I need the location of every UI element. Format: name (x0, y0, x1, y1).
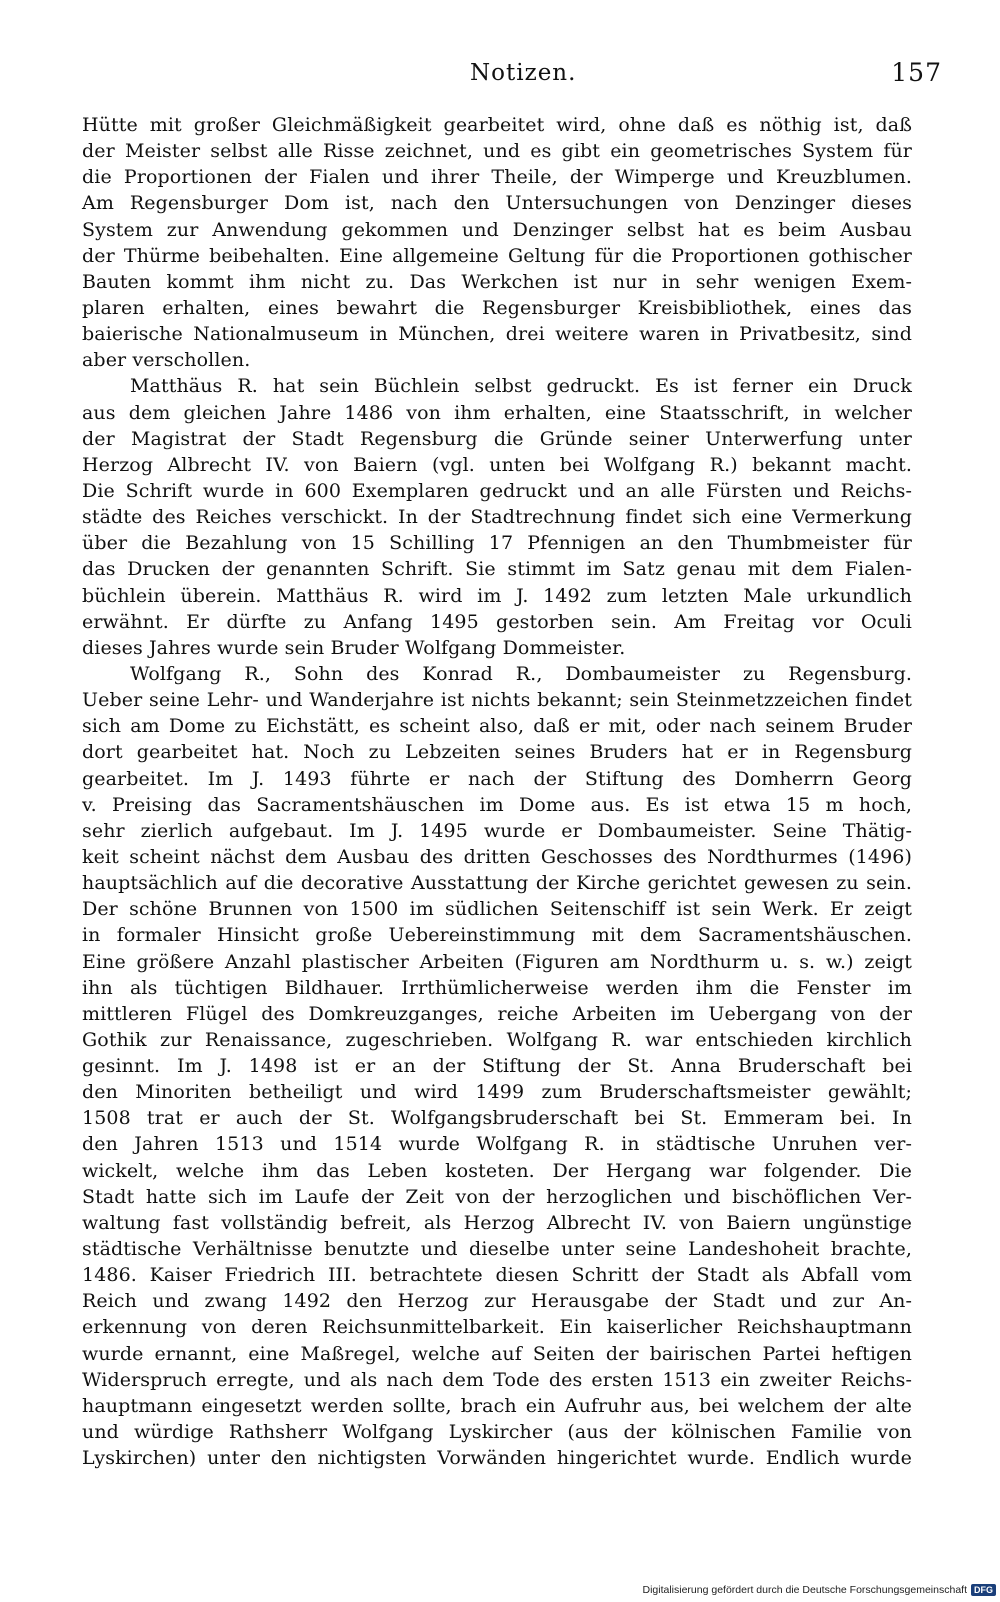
text-line: erwähnt. Er dürfte zu Anfang 1495 gestorben sein. Am Freitag vor Oculi (82, 610, 912, 633)
text-line: Am Regensburger Dom ist, nach den Untersuchungen von Denzinger dieses (82, 192, 912, 215)
text-line: 1508 trat er auch der St. Wolfgangsbruderschaft bei St. Emmeram bei. In (82, 1107, 912, 1130)
page-number: 157 (891, 58, 942, 87)
text-line: städte des Reiches verschickt. In der Stadtrechnung findet sich eine Vermerkung (82, 506, 912, 529)
text-line: der Magistrat der Stadt Regensburg die Gründe seiner Unterwerfung unter (82, 427, 912, 450)
text-line: hauptsächlich auf die decorative Ausstattung der Kirche gerichtet gewesen zu sein. (82, 872, 912, 895)
digitization-credit (642, 1582, 996, 1598)
text-line: Eine größere Anzahl plastischer Arbeiten (Figuren am Nordthurm u. s. w.) zeigt (82, 950, 912, 973)
text-line: erkennung von deren Reichsunmittelbarkeit. Ein kaiserlicher Reichshauptmann (82, 1316, 912, 1339)
text-line: aus dem gleichen Jahre 1486 von ihm erhalten, eine Staatsschrift, in welcher (82, 401, 912, 424)
text-line: der Thürme beibehalten. Eine allgemeine Geltung für die Proportionen gothischer (82, 244, 912, 267)
text-line: Wolfgang R., Sohn des Konrad R., Dombaumeister zu Regensburg. (130, 662, 912, 685)
text-line: gesinnt. Im J. 1498 ist er an der Stiftung der St. Anna Bruderschaft bei (82, 1055, 912, 1078)
body-text (82, 112, 912, 1471)
text-line: städtische Verhältnisse benutzte und dieselbe unter seine Landeshoheit brachte, (82, 1238, 912, 1261)
text-line: Der schöne Brunnen von 1500 im südlichen Seitenschiff ist sein Werk. Er zeigt (82, 898, 912, 921)
text-line: über die Bezahlung von 15 Schilling 17 Pfennigen an den Thumbmeister für (82, 532, 912, 555)
dfg-logo: DFG (971, 1584, 996, 1596)
text-line: Bauten kommt ihm nicht zu. Das Werkchen ist nur in sehr wenigen Exem- (82, 270, 912, 293)
text-line: 1486. Kaiser Friedrich III. betrachtete diesen Schritt der Stadt als Abfall vom (82, 1264, 912, 1287)
text-line: hauptmann eingesetzt werden sollte, brach ein Aufruhr aus, bei welchem der alte (82, 1394, 912, 1417)
text-line: und würdige Rathsherr Wolfgang Lyskircher (aus der kölnischen Familie von (82, 1421, 912, 1444)
text-line: den Minoriten betheiligt und wird 1499 zum Bruderschaftsmeister gewählt; (82, 1081, 912, 1104)
running-head: Notizen. (470, 60, 577, 86)
text-line: sehr zierlich aufgebaut. Im J. 1495 wurde er Dombaumeister. Seine Thätig- (82, 819, 912, 842)
text-line: wickelt, welche ihm das Leben kosteten. Der Hergang war folgender. Die (82, 1159, 912, 1182)
text-line: System zur Anwendung gekommen und Denzinger selbst hat es beim Ausbau (82, 218, 912, 241)
text-line: gearbeitet. Im J. 1493 führte er nach der Stiftung des Domherrn Georg (82, 767, 912, 790)
text-line: ihn als tüchtigen Bildhauer. Irrthümlicherweise werden ihm die Fenster im (82, 976, 912, 999)
text-line: in formaler Hinsicht große Uebereinstimmung mit dem Sacramentshäuschen. (82, 924, 912, 947)
text-line: Widerspruch erregte, und als nach dem Tode des ersten 1513 ein zweiter Reichs- (82, 1368, 912, 1391)
text-line: Lyskirchen) unter den nichtigsten Vorwänden hingerichtet wurde. Endlich wurde (82, 1447, 912, 1470)
text-line: aber verschollen. (82, 349, 251, 372)
text-line: mittleren Flügel des Domkreuzganges, reiche Arbeiten im Uebergang von der (82, 1002, 912, 1025)
text-line: Stadt hatte sich im Laufe der Zeit von der herzoglichen und bischöflichen Ver- (82, 1185, 912, 1208)
text-line: Die Schrift wurde in 600 Exemplaren gedruckt und an alle Fürsten und Reichs- (82, 479, 912, 502)
text-line: dieses Jahres wurde sein Bruder Wolfgang Dommeister. (82, 636, 626, 659)
credit-text: Digitalisierung gefördert durch die Deutsche Forschungsgemeinschaft (642, 1584, 967, 1596)
text-line: Gothik zur Renaissance, zugeschrieben. Wolfgang R. war entschieden kirchlich (82, 1028, 912, 1051)
text-line: der Meister selbst alle Risse zeichnet, und es gibt ein geometrisches System für (82, 140, 912, 163)
text-line: wurde ernannt, eine Maßregel, welche auf Seiten der bairischen Partei heftigen (82, 1342, 912, 1365)
text-line: waltung fast vollständig befreit, als Herzog Albrecht IV. von Baiern ungünstige (82, 1211, 912, 1234)
text-line: baierische Nationalmuseum in München, drei weitere waren in Privatbesitz, sind (82, 323, 912, 346)
text-line: dort gearbeitet hat. Noch zu Lebzeiten seines Bruders hat er in Regensburg (82, 741, 912, 764)
text-line: Matthäus R. hat sein Büchlein selbst gedruckt. Es ist ferner ein Druck (130, 375, 912, 398)
text-line: das Drucken der genannten Schrift. Sie stimmt im Satz genau mit dem Fialen- (82, 558, 912, 581)
text-line: Ueber seine Lehr- und Wanderjahre ist nichts bekannt; sein Steinmetzzeichen findet (82, 689, 912, 712)
text-line: Hütte mit großer Gleichmäßigkeit gearbeitet wird, ohne daß es nöthig ist, daß (82, 114, 912, 136)
text-line: v. Preising das Sacramentshäuschen im Dome aus. Es ist etwa 15 m hoch, (82, 793, 912, 816)
text-line: büchlein überein. Matthäus R. wird im J. 1492 zum letzten Male urkundlich (82, 584, 912, 607)
text-line: den Jahren 1513 und 1514 wurde Wolfgang R. in städtische Unruhen ver- (82, 1133, 912, 1156)
text-line: plaren erhalten, eines bewahrt die Regensburger Kreisbibliothek, eines das (82, 296, 912, 319)
text-line: keit scheint nächst dem Ausbau des dritten Geschosses des Nordthurmes (1496) (82, 845, 912, 868)
text-line: Reich und zwang 1492 den Herzog zur Herausgabe der Stadt und zur An- (82, 1290, 912, 1313)
text-line: sich am Dome zu Eichstätt, es scheint also, daß er mit, oder nach seinem Bruder (82, 715, 912, 738)
text-line: Herzog Albrecht IV. von Baiern (vgl. unten bei Wolfgang R.) bekannt macht. (82, 453, 912, 476)
text-line: die Proportionen der Fialen und ihrer Theile, der Wimperge und Kreuzblumen. (82, 166, 912, 189)
